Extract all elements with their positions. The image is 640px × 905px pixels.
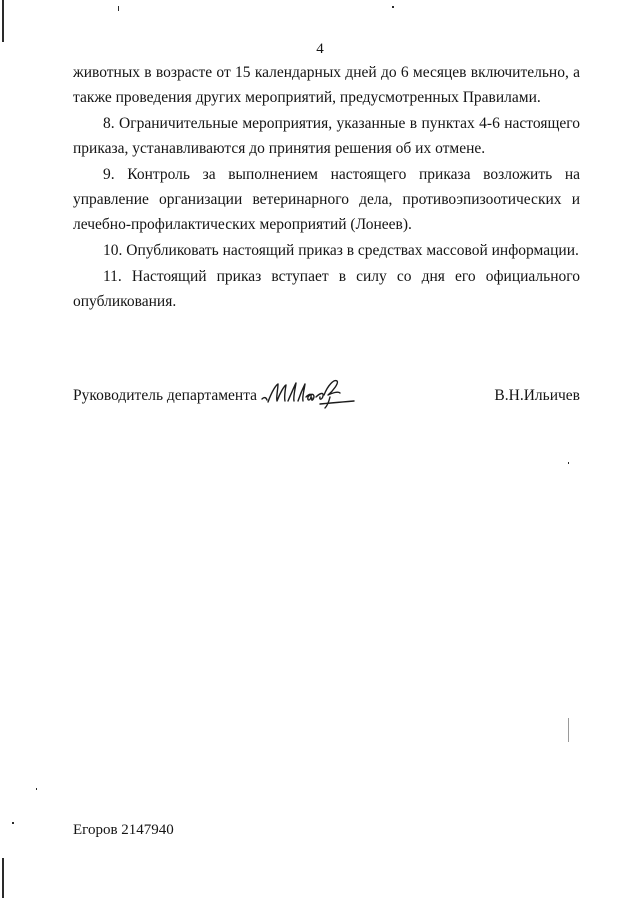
scan-edge-mark-bottom-left	[2, 858, 4, 898]
paragraph-continuation: животных в возрасте от 15 календарных дней до 6 месяцев включительно, а также проведения других мероприятий, предусмотренных Правилами.	[73, 64, 580, 106]
scan-speck-left	[36, 788, 37, 790]
paragraph-item-11: 11. Настоящий приказ вступает в силу со дня его официального опубликования.	[73, 268, 580, 310]
signatory-name: В.Н.Ильичев	[494, 387, 580, 404]
handwritten-signature	[258, 375, 358, 411]
scan-speck-left-low	[12, 822, 14, 824]
signatory-title: Руководитель департамента	[73, 387, 258, 404]
scan-edge-mark-top-left	[2, 0, 4, 42]
order-body	[73, 60, 580, 314]
paragraph-item-9: 9. Контроль за выполнением настоящего приказа возложить на управление организации ветеринарного дела, противоэпизоотических и лечебно-профилактических мероприятий (Лонеев).	[73, 166, 580, 233]
paragraph-item-8: 8. Ограничительные мероприятия, указанные в пунктах 4-6 настоящего приказа, устанавливаются до принятия решения об их отмене.	[73, 115, 580, 157]
page-number: 4	[316, 41, 324, 57]
scan-speck-right	[568, 462, 569, 464]
scan-speck-top-right	[392, 6, 394, 8]
signature-block	[73, 383, 580, 413]
scan-dash-right	[568, 718, 569, 742]
paragraph-item-10: 10. Опубликовать настоящий приказ в средствах массовой информации.	[103, 242, 579, 259]
scan-speck-top	[118, 6, 119, 11]
executor-note: Егоров 2147940	[73, 822, 174, 838]
